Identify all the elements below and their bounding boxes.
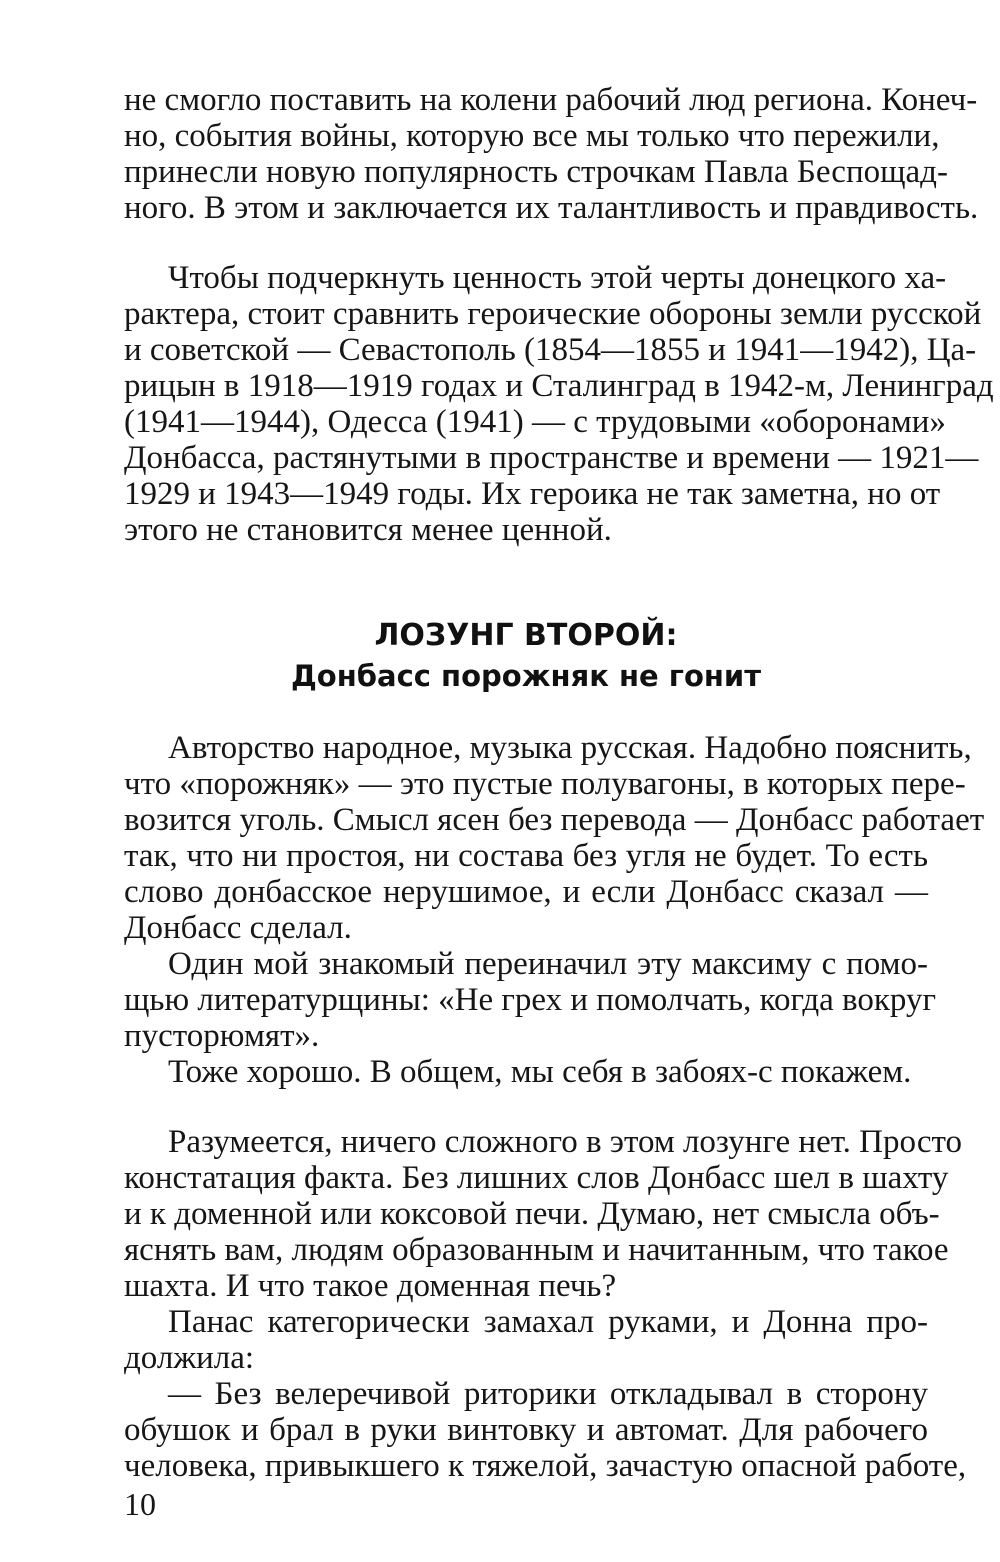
page-number: 10 [124,1486,156,1522]
text-line: Тоже хорошо. В общем, мы себя в забоях-с покажем. [168,1054,912,1090]
text-line: и к доменной или коксовой печи. Думаю, нет смысла объ- [124,1196,940,1232]
text-line: констатация факта. Без лишних слов Донбасс шел в шахту [124,1160,949,1196]
book-page [124,76,994,1536]
text-line: Один мой знакомый переиначил эту максиму с помо- [168,946,928,982]
text-line: что «порожняк» — это пустые полувагоны, в которых пере- [124,766,966,802]
text-line: принесли новую популярность строчкам Павла Беспощад- [124,154,948,190]
text-line: возится уголь. Смысл ясен без перевода — Донбасс работает [124,802,985,838]
text-line: (1941—1944), Одесса (1941) — с трудовыми «оборонами» [124,404,946,440]
section-subheading: Донбасс порожняк не гонит [290,659,762,693]
section-heading: ЛОЗУНГ ВТОРОЙ: [374,618,678,653]
text-line: ного. В этом и заключается их талантливость и правдивость. [124,190,979,226]
text-line: рицын в 1918—1919 годах и Сталинград в 1942-м, Ленинград [124,368,994,404]
text-line: так, что ни простоя, ни состава без угля не будет. То есть [124,838,928,874]
text-line: обушок и брал в руки винтовку и автомат. Для рабочего [124,1412,928,1448]
text-line: слово донбасское нерушимое, и если Донбасс сказал — [124,874,928,910]
text-line: шахта. И что такое доменная печь? [124,1268,617,1304]
text-line: рактера, стоит сравнить героические обороны земли русской [124,296,982,332]
text-line: Разумеется, ничего сложного в этом лозунге нет. Просто [168,1124,962,1160]
text-line: но, события войны, которую все мы только что пережили, [124,118,940,154]
text-line: должила: [124,1340,255,1376]
text-line: этого не становится менее ценной. [124,512,612,548]
text-line: и советской — Севастополь (1854—1855 и 1941—1942), Ца- [124,332,977,368]
text-line: 1929 и 1943—1949 годы. Их героика не так заметна, но от [124,476,941,512]
text-line: щью литературщины: «Не грех и помолчать, когда вокруг [124,982,937,1018]
text-line: Донбасс сделал. [124,910,352,946]
text-line: Панас категорически замахал руками, и Донна про- [168,1304,928,1340]
text-line: — Без велеречивой риторики откладывал в сторону [168,1376,928,1412]
text-line: Донбасса, растянутыми в пространстве и времени — 1921— [124,440,979,476]
text-line: человека, привыкшего к тяжелой, зачастую опасной работе, [124,1448,967,1484]
text-line: пусторюмят». [124,1018,320,1054]
text-line: Авторство народное, музыка русская. Надобно пояснить, [168,730,972,766]
text-line: Чтобы подчеркнуть ценность этой черты донецкого ха- [168,260,947,296]
text-line: не смогло поставить на колени рабочий люд региона. Конеч- [124,82,978,118]
text-line: яснять вам, людям образованным и начитанным, что такое [124,1232,949,1268]
